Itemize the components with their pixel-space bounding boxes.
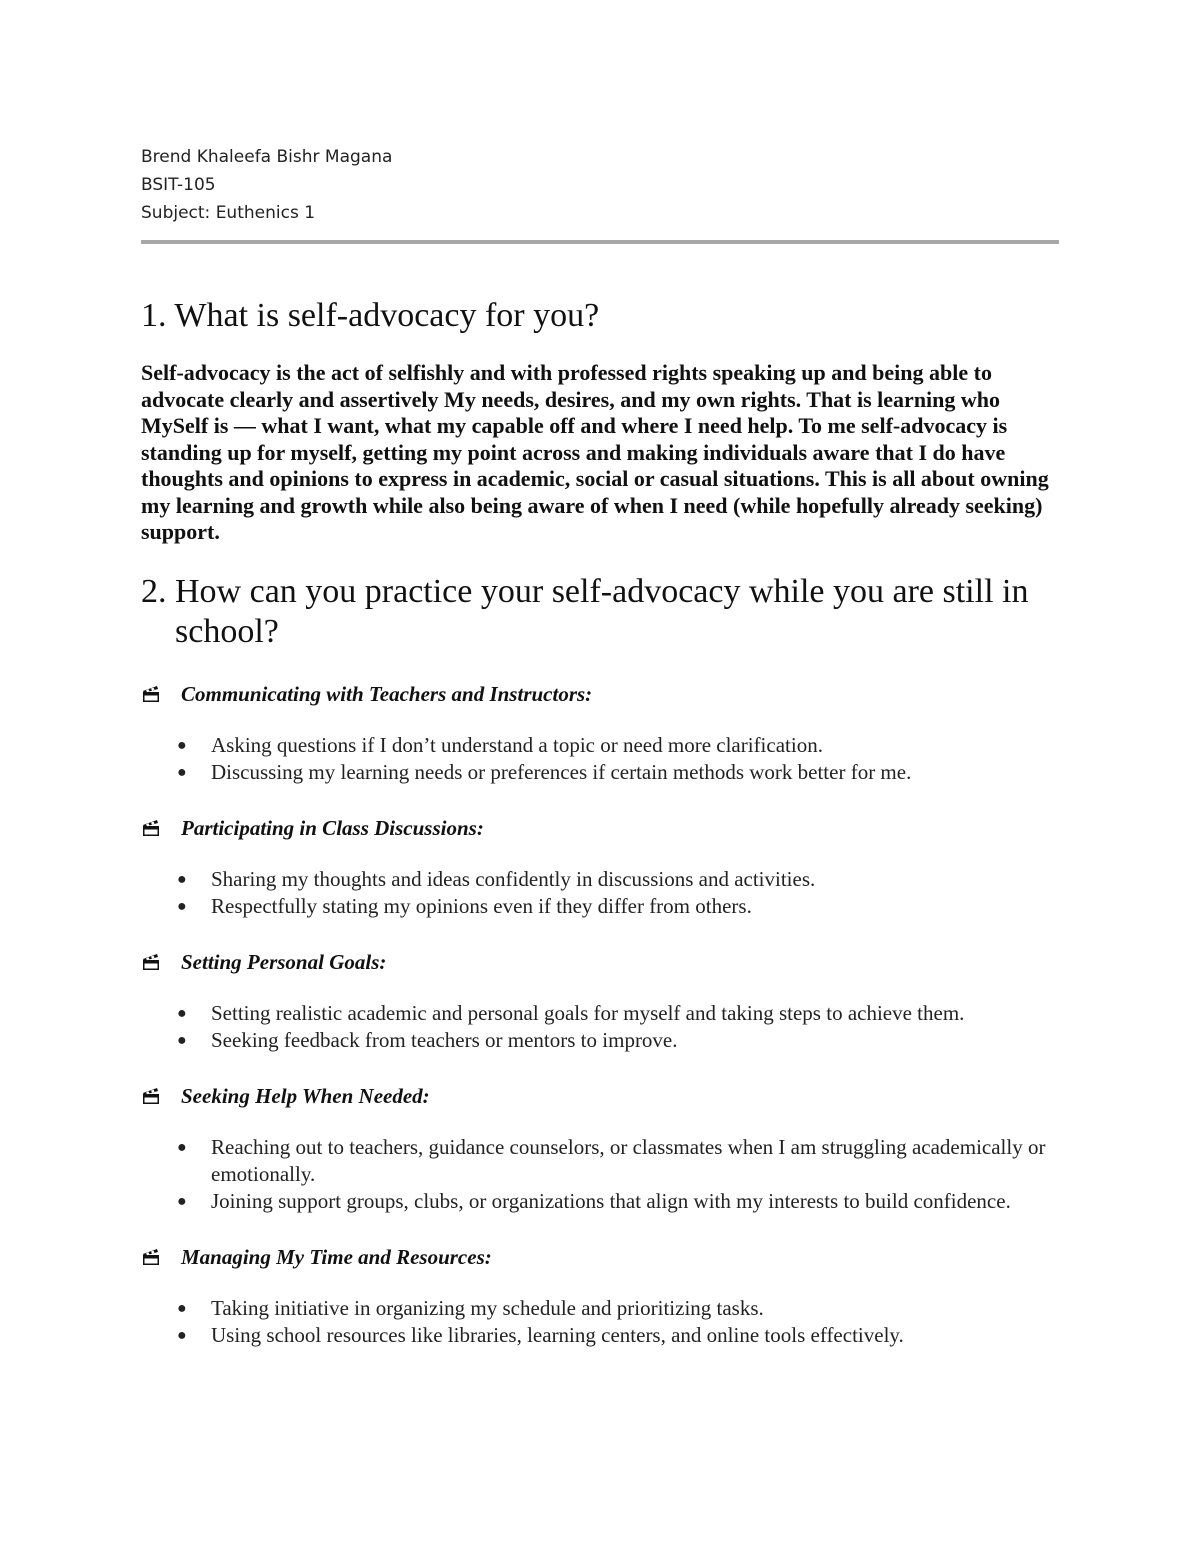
list-item-text: Setting realistic academic and personal goals for myself and taking steps to achieve them. (211, 1000, 965, 1025)
list-item (141, 1000, 1061, 1027)
clapperboard-icon (141, 819, 161, 837)
section-heading (141, 1082, 1061, 1110)
section-icon (141, 819, 181, 837)
section-heading (141, 680, 1061, 708)
question-2-title: 2. How can you practice your self-advocacy while you are still in school? (141, 572, 1029, 650)
section-heading (141, 948, 1061, 976)
section-icon (141, 1087, 181, 1105)
list-item-text: Seeking feedback from teachers or mentors to improve. (211, 1027, 678, 1052)
bullet-icon: ● (177, 1031, 187, 1049)
list-item (141, 893, 1061, 920)
bullet-list (141, 1134, 1061, 1215)
clapperboard-icon (141, 953, 161, 971)
section-heading (141, 1243, 1061, 1271)
section-heading-label: Communicating with Teachers and Instructors: (181, 681, 593, 706)
list-item (141, 759, 1061, 786)
list-item-text: Sharing my thoughts and ideas confidently in discussions and activities. (211, 866, 816, 891)
bullet-icon: ● (177, 1192, 187, 1210)
bullet-list (141, 1000, 1061, 1054)
list-item (141, 1295, 1061, 1322)
question-2-sections (141, 680, 1061, 1349)
bullet-list (141, 732, 1061, 786)
section-heading-label: Participating in Class Discussions: (181, 815, 484, 840)
subject-label: Subject: (141, 203, 211, 223)
list-item-text: Asking questions if I don’t understand a topic or need more clarification. (211, 732, 823, 757)
practice-section (141, 1082, 1061, 1215)
section-icon (141, 1248, 181, 1266)
bullet-icon: ● (177, 870, 187, 888)
practice-section (141, 680, 1061, 786)
document-body (141, 296, 1061, 1349)
question-1-answer: Self-advocacy is the act of selfishly and with professed rights speaking up and being able to advocate clearly and assertively My needs, desires, and my own rights. That is learning who MySelf is — what I want, what my capable off and where I need help. To me self-advocacy is standing up for myself, getting my point across and making individuals aware that I do have thoughts and opinions to express in academic, social or casual situations. This is all about owning my learning and growth while also being aware of when I need (while hopefully already seeking) support. (141, 360, 1049, 544)
list-item-text: Respectfully stating my opinions even if they differ from others. (211, 893, 752, 918)
section-icon (141, 685, 181, 703)
section-heading-label: Seeking Help When Needed: (181, 1083, 430, 1108)
clapperboard-icon (141, 1087, 161, 1105)
practice-section (141, 948, 1061, 1054)
practice-section (141, 1243, 1061, 1349)
list-item-text: Discussing my learning needs or preferences if certain methods work better for me. (211, 759, 912, 784)
section-icon (141, 953, 181, 971)
section-heading-label: Managing My Time and Resources: (181, 1244, 492, 1269)
bullet-icon: ● (177, 1004, 187, 1022)
bullet-icon: ● (177, 763, 187, 781)
practice-section (141, 814, 1061, 920)
list-item (141, 1134, 1061, 1188)
subject-line (141, 199, 392, 227)
bullet-icon: ● (177, 1326, 187, 1344)
list-item (141, 866, 1061, 893)
list-item (141, 732, 1061, 759)
question-1-title: 1. What is self-advocacy for you? (141, 297, 600, 334)
bullet-icon: ● (177, 736, 187, 754)
bullet-list (141, 1295, 1061, 1349)
list-item-text: Reaching out to teachers, guidance counselors, or classmates when I am struggling academically or emotionally. (211, 1134, 1046, 1186)
document-header (141, 143, 392, 227)
list-item-text: Taking initiative in organizing my schedule and prioritizing tasks. (211, 1295, 764, 1320)
section-heading (141, 814, 1061, 842)
course-code: BSIT-105 (141, 175, 216, 195)
bullet-icon: ● (177, 1299, 187, 1317)
bullet-icon: ● (177, 897, 187, 915)
author-name: Brend Khaleefa Bishr Magana (141, 147, 393, 167)
list-item-text: Joining support groups, clubs, or organizations that align with my interests to build confidence. (211, 1188, 1011, 1213)
horizontal-divider (141, 240, 1059, 244)
list-item (141, 1322, 1061, 1349)
clapperboard-icon (141, 685, 161, 703)
bullet-icon: ● (177, 1138, 187, 1156)
list-item-text: Using school resources like libraries, learning centers, and online tools effectively. (211, 1322, 904, 1347)
clapperboard-icon (141, 1248, 161, 1266)
subject-value: Euthenics 1 (215, 203, 316, 223)
list-item (141, 1027, 1061, 1054)
bullet-list (141, 866, 1061, 920)
section-heading-label: Setting Personal Goals: (181, 949, 387, 974)
list-item (141, 1188, 1061, 1215)
